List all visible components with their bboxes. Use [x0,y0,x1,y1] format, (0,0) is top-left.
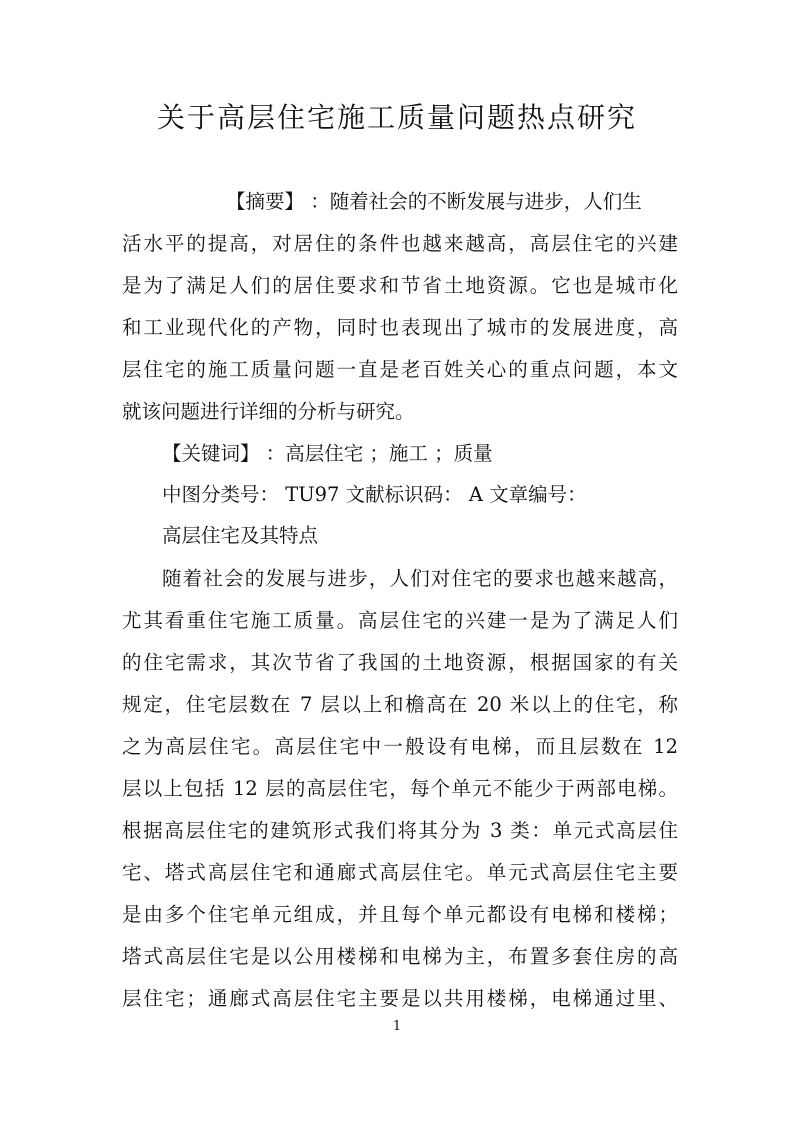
document-title: 关于高层住宅施工质量问题热点研究 [156,101,637,134]
abstract-line: 是为了满足人们的居住要求和节省土地资源。它也是城市化 [122,274,678,297]
classification-line: 中图分类号： TU97 文献标识码： A 文章编号： [162,483,587,506]
abstract-line: 就该问题进行详细的分析与研究。 [122,400,415,423]
body-line: 宅、塔式高层住宅和通廊式高层住宅。单元式高层住宅主要 [122,861,678,884]
abstract-line: 层住宅的施工质量问题一直是老百姓关心的重点问题，本文 [122,358,678,381]
body-line: 尤其看重住宅施工质量。高层住宅的兴建一是为了满足人们 [122,609,678,632]
abstract-line: 和工业现代化的产物，同时也表现出了城市的发展进度，高 [122,316,678,339]
body-line: 层以上包括 12 层的高层住宅，每个单元不能少于两部电梯。 [122,777,678,800]
body-line: 随着社会的发展与进步，人们对住宅的要求也越来越高， [162,567,678,590]
body-line: 的住宅需求，其次节省了我国的土地资源，根据国家的有关 [122,651,678,674]
abstract-line: 【摘要】 ：随着社会的不断发展与进步，人们生 [226,190,642,213]
body-line: 塔式高层住宅是以公用楼梯和电梯为主，布置多套住房的高 [122,945,678,968]
body-line: 之为高层住宅。高层住宅中一般设有电梯，而且层数在 12 [122,735,678,758]
keywords-line: 【关键词】 ：高层住宅 ；施工 ；质量 [162,442,493,465]
page-number: 1 [392,1019,402,1034]
section-heading: 高层住宅及其特点 [162,524,319,547]
body-line: 根据高层住宅的建筑形式我们将其分为 3 类：单元式高层住 [122,819,678,842]
body-line: 规定，住宅层数在 7 层以上和檐高在 20 米以上的住宅，称 [122,693,678,716]
body-line: 层住宅；通廊式高层住宅主要是以共用楼梯，电梯通过里、 [122,987,678,1010]
abstract-line: 活水平的提高，对居住的条件也越来越高，高层住宅的兴建 [122,232,678,255]
body-line: 是由多个住宅单元组成，并且每个单元都设有电梯和楼梯； [122,903,678,926]
